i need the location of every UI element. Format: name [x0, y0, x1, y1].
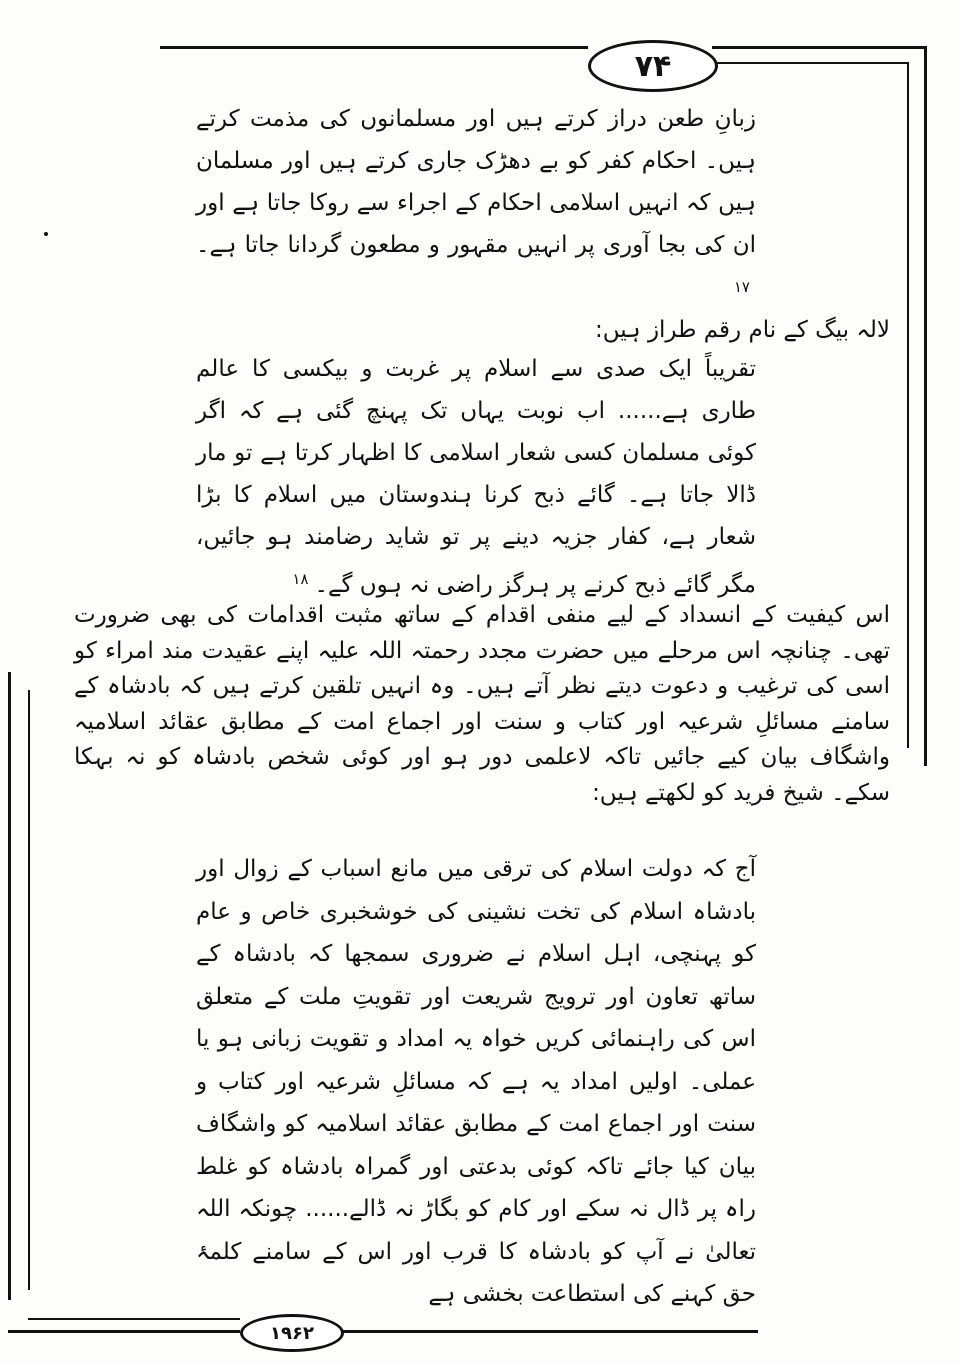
quote-block-3 [196, 848, 756, 1316]
intro-line-text: لالہ بیگ کے نام رقم طراز ہیں: [594, 317, 890, 343]
footer-year: ۱۹۶۲ [240, 1314, 344, 1352]
frame-bottom-inner-rule [28, 1318, 240, 1320]
intro-line [470, 312, 890, 348]
quote-2-text: تقریباً ایک صدی سے اسلام پر غربت و بیکسی کا عالم طاری ہے...... اب نوبت یہاں تک پہنچ گئی ہے کہ اگر کوئی مسلمان کسی شعار اسلامی کا اظہار کرتا ہے تو مار ڈالا جاتا ہے۔ گائے ذبح کرنا ہندوستان میں اسلام کا بڑا شعار ہے، کفار جزیہ دینے پر تو شاید رضامند ہو جائیں، مگر گائے ذبح کرنے پر ہرگز راضی نہ ہوں گے۔ [196, 356, 756, 598]
frame-top-left-rule [160, 46, 588, 49]
frame-left-outer-rule [8, 672, 11, 1300]
quote-block-2 [196, 348, 756, 606]
frame-bottom-outer-rule [8, 1330, 240, 1333]
quote-1-text: زبانِ طعن دراز کرتے ہیں اور مسلمانوں کی مذمت کرتے ہیں۔ احکام کفر کو بے دھڑک جاری کرتے ہیں اور مسلمان ہیں کہ انہیں اسلامی احکام کے اجراء سے روکا جاتا ہے اور ان کی بجا آوری پر انہیں مقہور و مطعون گردانا جاتا ہے۔ [196, 106, 756, 258]
quote-3-text: آج کہ دولت اسلام کی ترقی میں مانع اسباب کے زوال اور بادشاہ اسلام کی تخت نشینی کی خوشخبری خاص و عام کو پہنچی، اہل اسلام نے ضروری سمجھا کہ بادشاہ کے ساتھ تعاون اور ترویج شریعت اور تقویتِ ملت کے متعلق اس کی راہنمائی کریں خواہ یہ امداد و تقویت زبانی ہو یا عملی۔ اولیں امداد یہ ہے کہ مسائلِ شرعیہ اور کتاب و سنت اور اجماع امت کے مطابق عقائد اسلامیہ کو واشگاف بیان کیا جائے تاکہ کوئی بدعتی اور گمراہ بادشاہ کو غلط راہ پر ڈال نہ سکے اور کام کو بگاڑ نہ ڈالے...... چونکہ اللہ تعالیٰ نے آپ کو بادشاہ کا قرب اور اس کے سامنے کلمۂ حق کہنے کی استطاعت بخشی ہے [196, 856, 756, 1307]
frame-right-outer-rule [924, 46, 927, 766]
frame-right-inner-rule [907, 62, 909, 748]
margin-dot [44, 232, 48, 236]
body-paragraph-text: اس کیفیت کے انسداد کے لیے منفی اقدام کے ساتھ مثبت اقدامات کی بھی ضرورت تھی۔ چنانچہ اس مرحلے میں حضرت مجدد رحمتہ اللہ علیہ اپنے عقیدت مند امراء کو اسی کی ترغیب و دعوت دیتے نظر آتے ہیں۔ وہ انہیں تلقین کرتے ہیں کہ بادشاہ کے سامنے مسائلِ شرعیہ اور کتاب و سنت اور اجماع امت کے مطابق عقائد اسلامیہ واشگاف بیان کیے جائیں تاکہ لاعلمی دور ہو اور کوئی شخص بادشاہ کو نہ بہکا سکے۔ شیخ فرید کو لکھتے ہیں: [74, 602, 890, 806]
frame-bottom-right-rule [338, 1330, 758, 1333]
quote-block-1 [196, 98, 756, 314]
footnote-ref-18: ۱۸ [292, 570, 309, 588]
frame-left-inner-rule [28, 690, 30, 1290]
frame-top-right-rule [712, 46, 926, 49]
footnote-ref-17: ۱۷ [733, 278, 750, 296]
frame-top-inner-rule [712, 62, 908, 64]
body-paragraph [74, 598, 890, 811]
page-number: ۷۴ [588, 40, 718, 92]
